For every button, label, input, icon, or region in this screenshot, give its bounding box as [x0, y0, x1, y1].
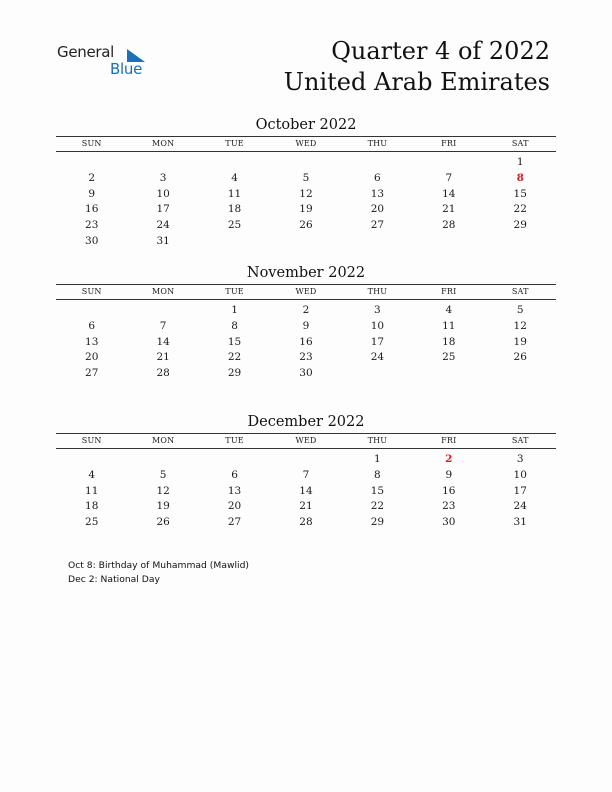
- day-cell: [413, 234, 484, 250]
- day-cell: 9: [88, 187, 96, 200]
- day-cell: [270, 452, 341, 468]
- day-cell: [199, 452, 270, 468]
- day-cell: 20: [227, 500, 242, 513]
- week-row: [56, 187, 556, 203]
- day-cell: 28: [299, 516, 313, 529]
- day-cell: 26: [299, 219, 313, 232]
- day-cell: 22: [370, 500, 385, 513]
- day-cell: [270, 155, 341, 171]
- logo-general-text: General: [57, 43, 115, 61]
- day-cell: 6: [88, 319, 96, 332]
- logo: [57, 43, 157, 83]
- day-cell: 8: [231, 319, 238, 332]
- day-cell: 22: [227, 351, 242, 364]
- holiday-note: Oct 8: Birthday of Muhammad (Mawlid): [68, 560, 249, 571]
- weekday-label: FRI: [441, 287, 457, 296]
- weekday-label: MON: [151, 436, 175, 445]
- weekday-header: [56, 433, 556, 449]
- day-cell: [56, 303, 127, 319]
- month-title: October 2022: [255, 117, 357, 133]
- day-cell: 20: [85, 351, 99, 364]
- day-cell: 29: [227, 367, 242, 380]
- holiday-day-cell: 8: [516, 171, 524, 184]
- weekday-label: SUN: [81, 436, 102, 445]
- day-cell: 27: [85, 367, 99, 380]
- calendar-grid: [56, 433, 556, 531]
- holiday-notes: [68, 559, 249, 587]
- quarter-title: Quarter 4 of 2022: [331, 37, 550, 65]
- day-cell: [199, 234, 270, 250]
- weekday-label: THU: [367, 287, 388, 296]
- day-cell: 2: [88, 171, 96, 184]
- country-title: United Arab Emirates: [283, 68, 550, 96]
- calendar-grid: [56, 284, 556, 382]
- month-title: November 2022: [246, 265, 366, 281]
- day-cell: 21: [442, 203, 456, 216]
- week-row: [56, 303, 556, 319]
- day-cell: 14: [299, 484, 313, 497]
- day-cell: 26: [513, 351, 527, 364]
- weekday-label: SAT: [511, 436, 529, 445]
- day-cell: 11: [85, 484, 99, 497]
- day-cell: [56, 155, 127, 171]
- week-row: [56, 155, 556, 171]
- week-row: [56, 515, 556, 531]
- day-cell: 2: [302, 304, 310, 316]
- weekday-label: THU: [367, 139, 388, 148]
- day-cell: 3: [516, 453, 524, 465]
- day-cell: 19: [513, 335, 527, 348]
- day-cell: 31: [156, 234, 170, 247]
- week-row: [56, 319, 556, 335]
- weekday-header: [56, 284, 556, 300]
- day-cell: 23: [442, 500, 456, 513]
- day-cell: 18: [442, 335, 456, 348]
- week-row: [56, 452, 556, 468]
- day-cell: 15: [227, 335, 242, 348]
- day-cell: 19: [156, 500, 170, 513]
- day-cell: 16: [299, 335, 313, 348]
- day-cell: 18: [85, 500, 99, 513]
- day-cell: [127, 155, 198, 171]
- day-cell: [342, 234, 413, 250]
- day-cell: 15: [513, 187, 527, 200]
- weekday-label: MON: [151, 139, 175, 148]
- day-cell: 14: [156, 335, 170, 348]
- weekday-label: FRI: [441, 436, 457, 445]
- week-row: [56, 350, 556, 366]
- day-cell: 12: [299, 187, 313, 200]
- day-cell: 21: [156, 351, 170, 364]
- week-row: [56, 335, 556, 351]
- day-cell: [127, 452, 198, 468]
- day-cell: 10: [513, 468, 527, 481]
- day-cell: [199, 155, 270, 171]
- day-cell: 30: [85, 234, 99, 247]
- day-cell: 11: [442, 319, 456, 332]
- day-cell: 13: [370, 187, 385, 200]
- day-cell: [485, 366, 556, 382]
- month-november: [56, 263, 556, 382]
- week-row: [56, 171, 556, 187]
- logo-blue-text: Blue: [110, 60, 142, 78]
- day-cell: [270, 234, 341, 250]
- day-cell: 25: [85, 516, 99, 529]
- weekday-label: TUE: [225, 436, 244, 445]
- day-cell: 11: [227, 187, 242, 200]
- day-cell: 25: [227, 219, 242, 232]
- day-cell: 7: [302, 468, 310, 481]
- day-cell: 10: [370, 319, 385, 332]
- day-cell: 26: [156, 516, 170, 529]
- weekday-header: [56, 136, 556, 152]
- weekday-label: FRI: [441, 139, 457, 148]
- day-cell: 29: [513, 219, 527, 232]
- day-cell: 28: [442, 219, 456, 232]
- week-row: [56, 202, 556, 218]
- day-cell: 16: [85, 203, 99, 216]
- day-cell: 17: [513, 484, 527, 497]
- day-cell: 13: [85, 335, 99, 348]
- day-cell: 27: [370, 219, 385, 232]
- day-cell: 5: [516, 304, 524, 316]
- day-cell: 24: [513, 500, 527, 513]
- month-october: [56, 115, 556, 250]
- day-cell: 8: [374, 468, 381, 481]
- weekday-label: THU: [367, 436, 388, 445]
- week-row: [56, 468, 556, 484]
- weekday-label: SUN: [81, 139, 102, 148]
- day-cell: 3: [159, 171, 167, 184]
- day-cell: 12: [513, 319, 527, 332]
- weekday-label: SAT: [511, 139, 529, 148]
- day-cell: 6: [231, 468, 238, 481]
- month-december: [56, 412, 556, 531]
- day-cell: 27: [227, 516, 242, 529]
- day-cell: 1: [516, 156, 524, 168]
- day-cell: 5: [302, 171, 310, 184]
- week-row: [56, 484, 556, 500]
- day-cell: [413, 366, 484, 382]
- day-cell: 23: [299, 351, 313, 364]
- day-cell: 29: [370, 516, 385, 529]
- day-cell: 1: [231, 304, 238, 316]
- weekday-label: TUE: [225, 287, 244, 296]
- day-cell: 30: [299, 367, 313, 380]
- page-title: [284, 36, 550, 98]
- day-cell: 17: [370, 335, 385, 348]
- day-cell: 16: [442, 484, 456, 497]
- day-cell: 23: [85, 219, 99, 232]
- weekday-label: WED: [295, 436, 317, 445]
- day-cell: 20: [370, 203, 385, 216]
- day-cell: 10: [156, 187, 170, 200]
- day-cell: 22: [513, 203, 527, 216]
- day-cell: [342, 366, 413, 382]
- week-row: [56, 499, 556, 515]
- day-cell: 30: [442, 516, 456, 529]
- day-cell: 17: [156, 203, 170, 216]
- weekday-label: WED: [295, 139, 317, 148]
- day-cell: 15: [370, 484, 385, 497]
- day-cell: 7: [159, 319, 167, 332]
- day-cell: 1: [374, 453, 381, 465]
- day-cell: 14: [442, 187, 456, 200]
- month-title: December 2022: [247, 414, 365, 430]
- week-row: [56, 366, 556, 382]
- day-cell: 7: [445, 171, 453, 184]
- day-cell: 5: [159, 468, 167, 481]
- day-cell: 6: [374, 171, 381, 184]
- weekday-label: SAT: [511, 287, 529, 296]
- day-cell: 4: [445, 304, 453, 316]
- holiday-note: Dec 2: National Day: [68, 574, 160, 585]
- weekday-label: SUN: [81, 287, 102, 296]
- week-row: [56, 234, 556, 250]
- day-cell: 28: [156, 367, 170, 380]
- day-cell: 12: [156, 484, 170, 497]
- day-cell: 9: [302, 319, 310, 332]
- day-cell: 3: [374, 304, 381, 316]
- day-cell: 19: [299, 203, 313, 216]
- day-cell: [342, 155, 413, 171]
- day-cell: [127, 303, 198, 319]
- day-cell: 9: [445, 468, 453, 481]
- week-row: [56, 218, 556, 234]
- day-cell: 31: [513, 516, 527, 529]
- calendar-grid: [56, 136, 556, 250]
- day-cell: [485, 234, 556, 250]
- day-cell: 24: [156, 219, 170, 232]
- day-cell: 18: [227, 203, 242, 216]
- day-cell: [56, 452, 127, 468]
- day-cell: [413, 155, 484, 171]
- day-cell: 13: [227, 484, 242, 497]
- weekday-label: TUE: [225, 139, 244, 148]
- weekday-label: WED: [295, 287, 317, 296]
- day-cell: 25: [442, 351, 456, 364]
- holiday-day-cell: 2: [445, 453, 453, 465]
- weekday-label: MON: [151, 287, 175, 296]
- day-cell: 21: [299, 500, 313, 513]
- day-cell: 24: [370, 351, 385, 364]
- day-cell: 4: [231, 171, 238, 184]
- day-cell: 4: [88, 468, 96, 481]
